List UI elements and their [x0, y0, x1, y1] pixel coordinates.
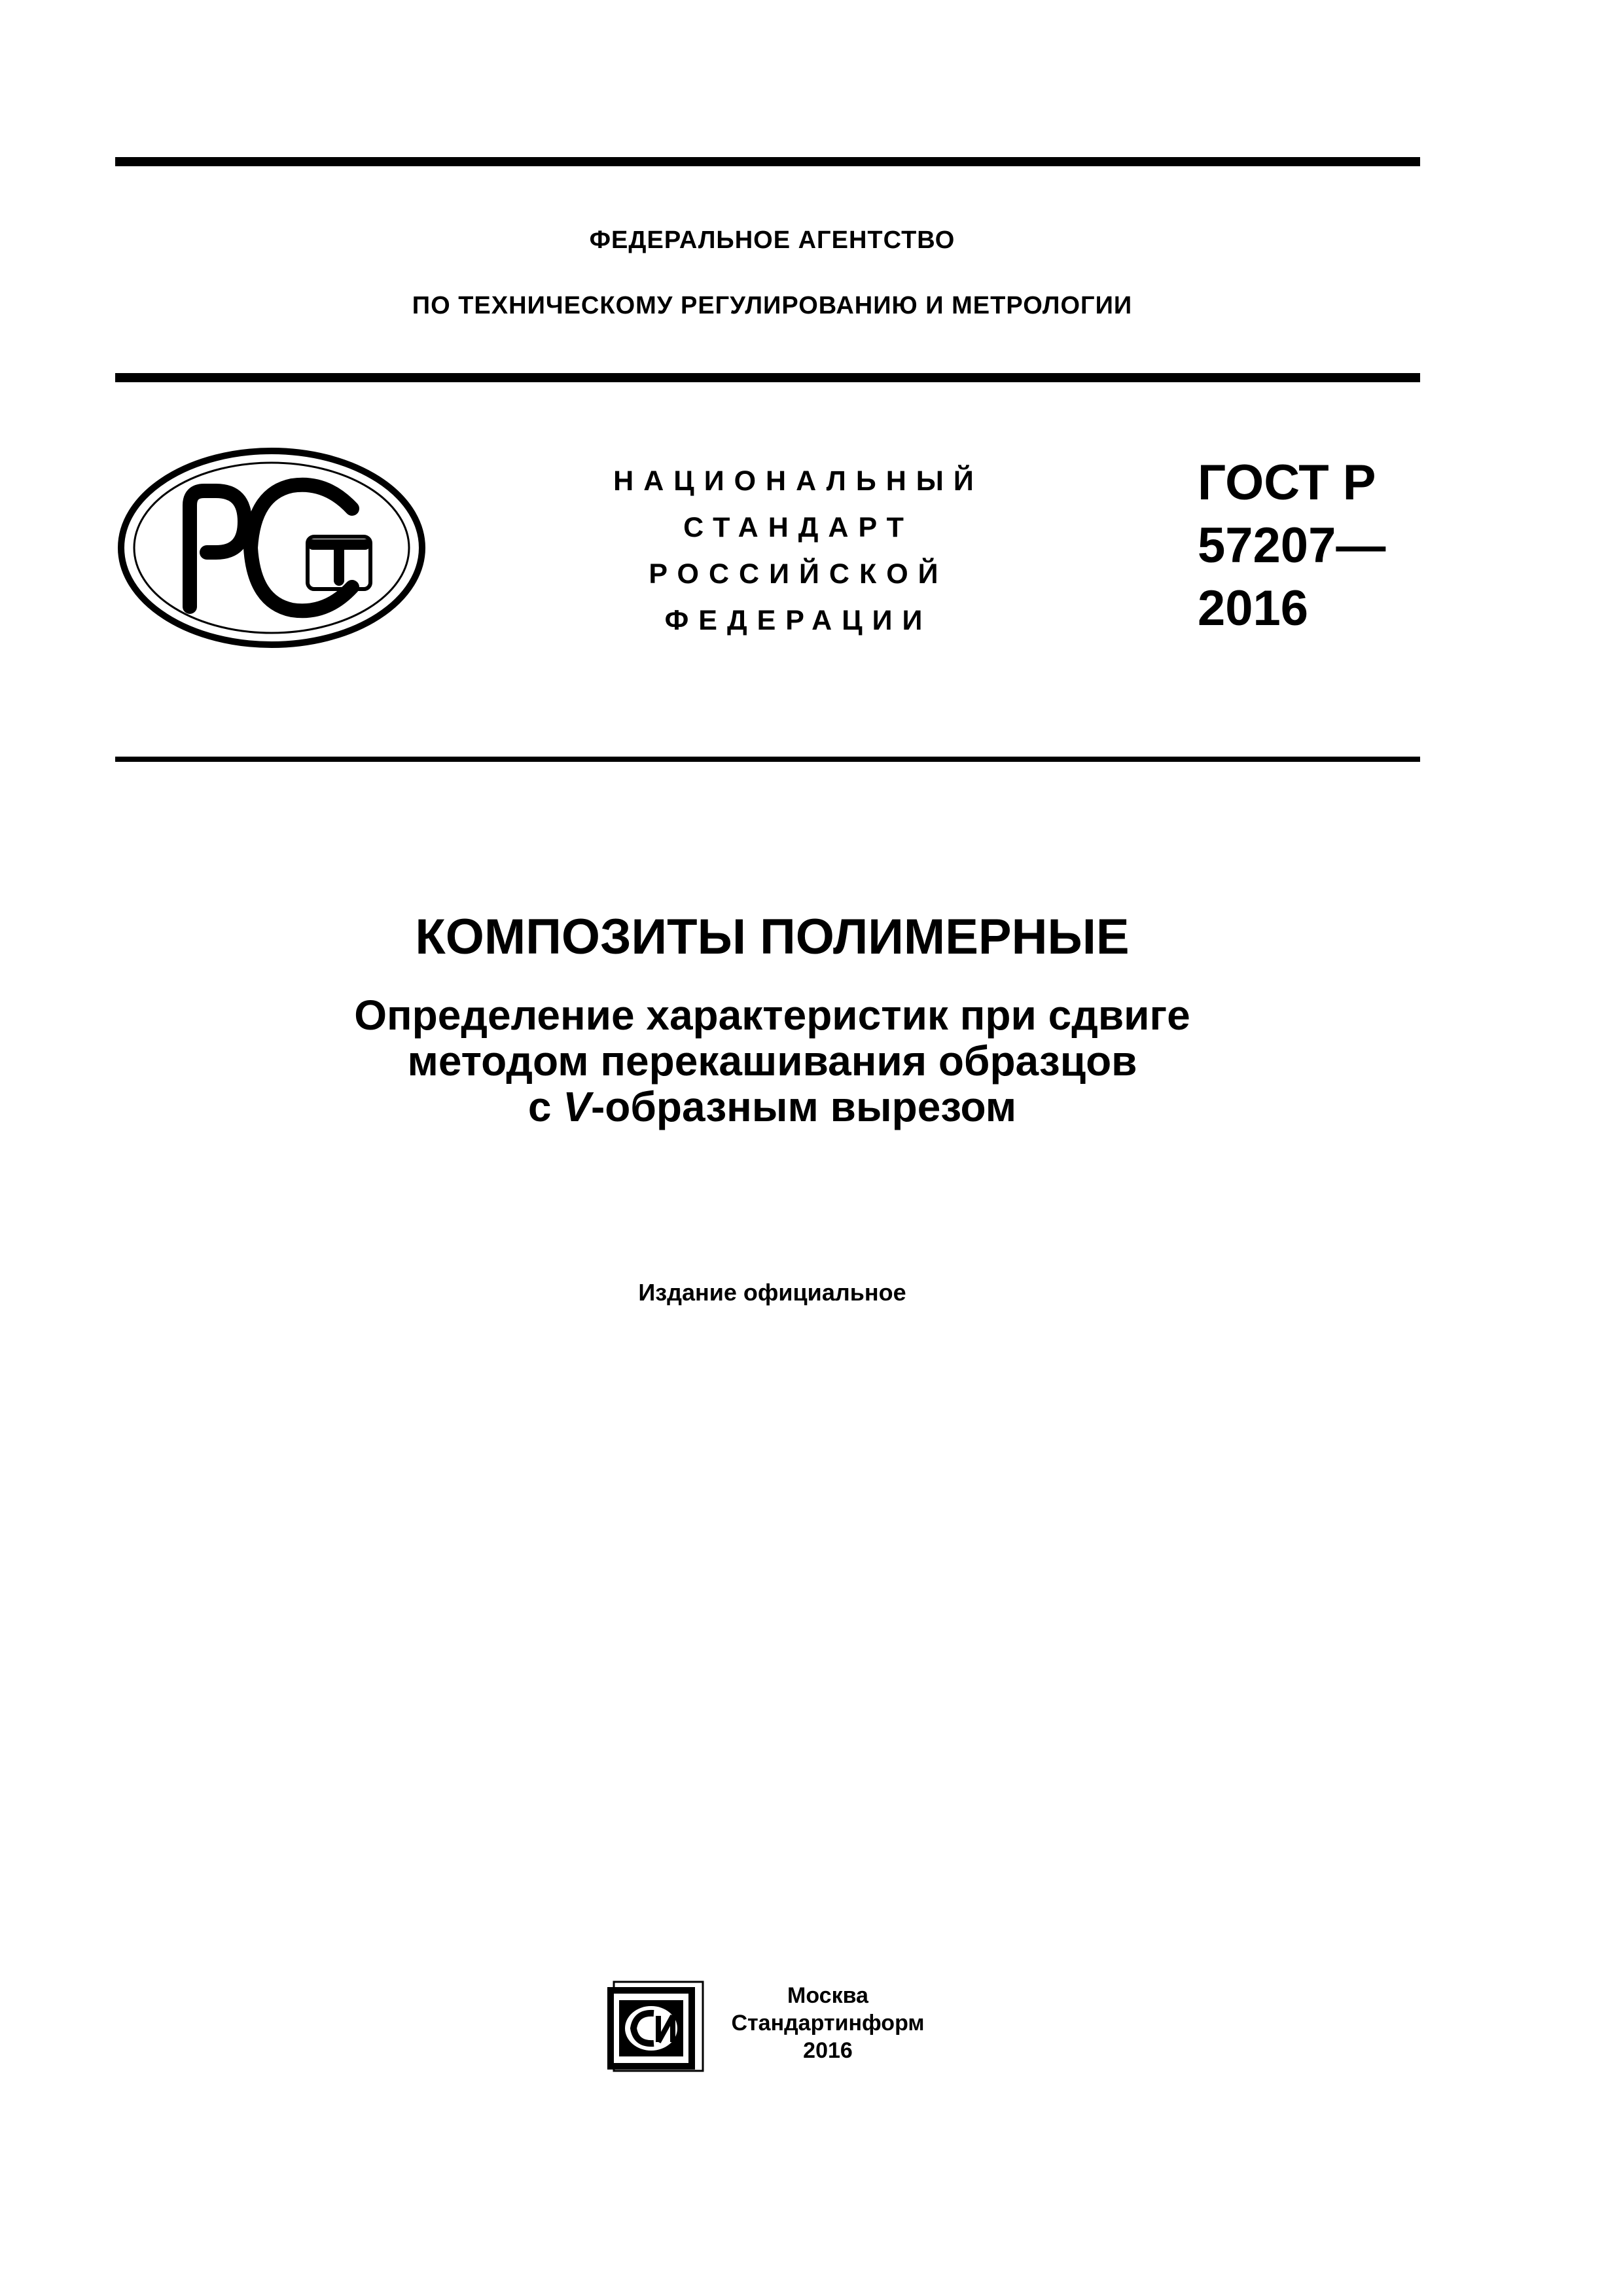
publisher-city: Москва — [787, 1983, 868, 2008]
national-line-1: НАЦИОНАЛЬНЫЙ — [613, 465, 984, 497]
agency-line-2: ПО ТЕХНИЧЕСКОМУ РЕГУЛИРОВАНИЮ И МЕТРОЛОГИИ — [412, 292, 1133, 319]
block-bottom-rule — [115, 757, 1420, 762]
gost-line-2: 57207— — [1198, 518, 1386, 573]
subtitle-line-3-suffix: -образным вырезом — [590, 1083, 1017, 1130]
gost-designation — [1198, 452, 1385, 640]
national-line-4: ФЕДЕРАЦИИ — [664, 605, 933, 636]
edition-label: Издание официальное — [638, 1279, 906, 1306]
gost-line-1: ГОСТ Р — [1198, 455, 1376, 511]
top-rule — [115, 157, 1420, 166]
national-line-3: РОССИЙСКОЙ — [649, 558, 948, 590]
subtitle-line-2: методом перекашивания образцов — [407, 1037, 1137, 1085]
gost-line-3: 2016 — [1198, 581, 1309, 636]
national-line-2: СТАНДАРТ — [683, 512, 914, 543]
publisher-name: Стандартинформ — [731, 2011, 925, 2036]
publisher-block — [720, 1982, 936, 2064]
document-subtitle — [0, 992, 1544, 1130]
standartinform-logo-icon — [605, 1979, 705, 2072]
header-bottom-rule — [115, 373, 1420, 382]
national-standard-label — [563, 458, 1034, 644]
document-title: КОМПОЗИТЫ ПОЛИМЕРНЫЕ — [415, 909, 1130, 965]
subtitle-line-3 — [0, 1084, 1544, 1130]
subtitle-line-3-prefix: с — [527, 1083, 563, 1130]
publisher-year: 2016 — [803, 2038, 853, 2063]
subtitle-line-1: Определение характеристик при сдвиге — [354, 992, 1190, 1039]
rst-conformity-logo-icon — [116, 446, 427, 649]
subtitle-line-3-italic: V — [563, 1083, 591, 1130]
agency-line-1: ФЕДЕРАЛЬНОЕ АГЕНТСТВО — [589, 226, 955, 254]
